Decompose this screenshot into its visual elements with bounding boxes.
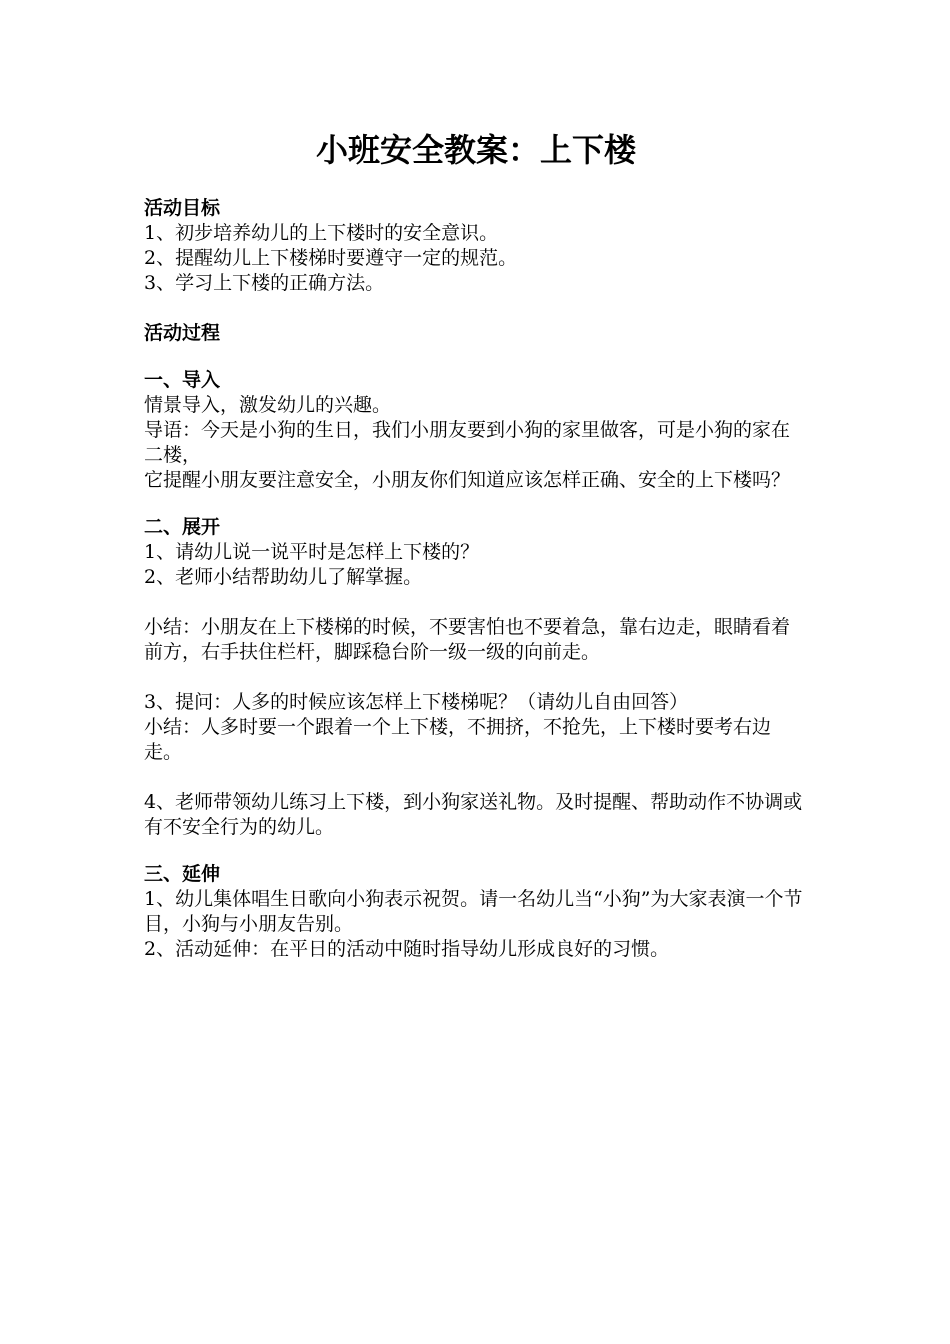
intro-heading: 一、导入: [144, 369, 221, 391]
goal-item: 2、提醒幼儿上下楼梯时要遵守一定的规范。: [144, 247, 518, 269]
intro-line: 情景导入，激发幼儿的兴趣。: [144, 394, 392, 416]
document-title: 小班安全教案：上下楼: [315, 131, 636, 169]
develop-line: 2、老师小结帮助幼儿了解掌握。: [144, 566, 423, 588]
summary-paragraph: 小结：人多时要一个跟着一个上下楼，不拥挤，不抢先，上下楼时要考右边走。: [144, 716, 772, 763]
develop-section: [144, 515, 808, 840]
extend-heading: 三、延伸: [144, 863, 221, 885]
spacer: [144, 665, 808, 690]
summary-paragraph: 小结：小朋友在上下楼梯的时候，不要害怕也不要着急，靠右边走，眼睛看着前方，右手扶住栏杆，脚踩稳台阶一级一级的向前走。: [144, 616, 791, 663]
practice-paragraph: 4、老师带领幼儿练习上下楼，到小狗家送礼物。及时提醒、帮助动作不协调或有不安全行为的幼儿。: [144, 791, 803, 838]
spacer: [144, 840, 808, 862]
goal-item: 1、初步培养幼儿的上下楼时的安全意识。: [144, 222, 499, 244]
goal-item: 3、学习上下楼的正确方法。: [144, 272, 385, 294]
question-line: 3、提问：人多的时候应该怎样上下楼梯呢？（请幼儿自由回答）: [144, 691, 689, 713]
spacer: [144, 346, 808, 368]
extend-section: [144, 862, 808, 962]
develop-heading: 二、展开: [144, 516, 221, 538]
goals-heading: 活动目标: [144, 197, 221, 219]
spacer: [144, 590, 808, 615]
extend-line: 2、活动延伸：在平日的活动中随时指导幼儿形成良好的习惯。: [144, 938, 670, 960]
intro-line: 它提醒小朋友要注意安全，小朋友你们知道应该怎样正确、安全的上下楼吗？: [144, 469, 791, 491]
spacer: [144, 765, 808, 790]
intro-line: 导语：今天是小狗的生日，我们小朋友要到小狗的家里做客，可是小狗的家在二楼，: [144, 419, 791, 466]
develop-line: 1、请幼儿说一说平时是怎样上下楼的？: [144, 541, 480, 563]
spacer: [144, 493, 808, 515]
spacer: [144, 296, 808, 321]
goals-section: [144, 196, 808, 296]
intro-section: [144, 368, 808, 493]
document-page: [144, 130, 808, 962]
process-heading: 活动过程: [144, 322, 221, 344]
extend-line: 1、幼儿集体唱生日歌向小狗表示祝贺。请一名幼儿当“小狗”为大家表演一个节目，小狗与小朋友告别。: [144, 888, 803, 935]
